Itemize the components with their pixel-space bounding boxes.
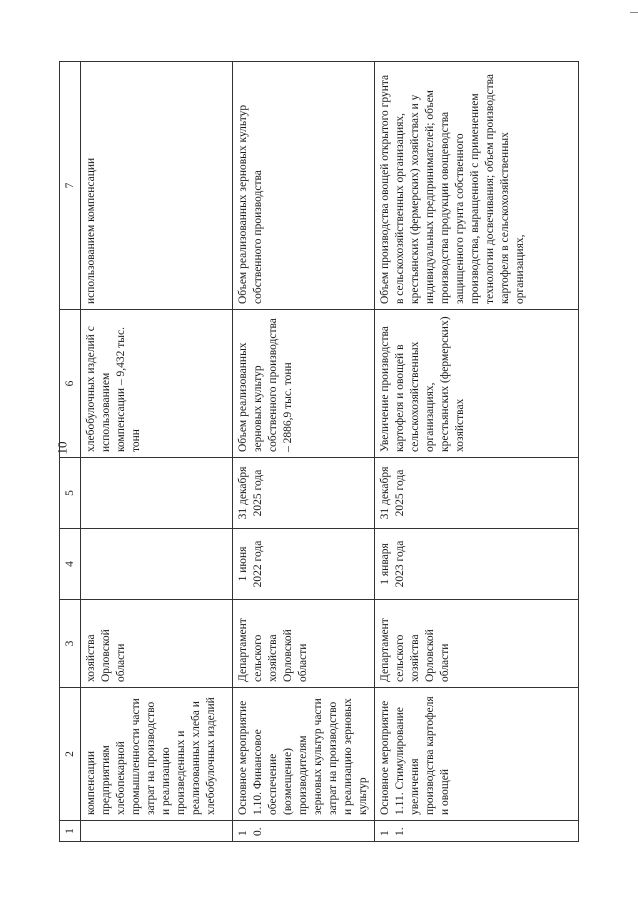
result-cell: Увеличение производства картофеля и овощей в сельскохозяйственных организациях, крестьянских (фермерских) хозяйствах bbox=[375, 310, 579, 458]
header-cell-7: 7 bbox=[60, 62, 81, 310]
table-row bbox=[233, 62, 375, 842]
start-date-cell bbox=[81, 529, 233, 600]
table-row bbox=[81, 62, 233, 842]
start-date-cell: 1 июня 2022 года bbox=[233, 529, 375, 600]
measures-table bbox=[59, 61, 579, 842]
rotated-page bbox=[59, 62, 579, 842]
header-cell-5: 5 bbox=[60, 458, 81, 529]
header-cell-1: 1 bbox=[60, 821, 81, 842]
event-cell: Основное мероприятие 1.10. Финансовое обеспечение (возмещение) производителям зерновых культур части затрат на производство и реализацию зерновых культур bbox=[233, 688, 375, 821]
event-cell: компенсации предприятиям хлебопекарной промышленности части затрат на производство и реализацию произведенных и реализованных хлеба и хлебобулочных изделий bbox=[81, 688, 233, 821]
row-number: 10. bbox=[233, 821, 375, 842]
corner-mark bbox=[630, 12, 638, 13]
table-row bbox=[375, 62, 579, 842]
header-cell-6: 6 bbox=[60, 310, 81, 458]
start-date-cell: 1 января 2023 года bbox=[375, 529, 579, 600]
header-cell-2: 2 bbox=[60, 688, 81, 821]
result-cell: хлебобулочных изделий с использованием компенсации – 9,432 тыс. тонн bbox=[81, 310, 233, 458]
executor-cell: Департамент сельского хозяйства Орловской области bbox=[375, 600, 579, 688]
row-number bbox=[81, 821, 233, 842]
result-cell: Объем реализованных зерновых культур собственного производства – 2886,9 тыс. тонн bbox=[233, 310, 375, 458]
header-cell-4: 4 bbox=[60, 529, 81, 600]
end-date-cell: 31 декабря 2025 года bbox=[233, 458, 375, 529]
indicator-cell: использованием компенсации bbox=[81, 62, 233, 310]
executor-cell: Департамент сельского хозяйства Орловской области bbox=[233, 600, 375, 688]
header-cell-3: 3 bbox=[60, 600, 81, 688]
row-number: 11. bbox=[375, 821, 579, 842]
executor-cell: хозяйства Орловской области bbox=[81, 600, 233, 688]
header-row bbox=[60, 62, 81, 842]
indicator-cell: Объем реализованных зерновых культур собственного производства bbox=[233, 62, 375, 310]
end-date-cell: 31 декабря 2025 года bbox=[375, 458, 579, 529]
page-number: 10 bbox=[54, 441, 70, 455]
indicator-cell: Объем производства овощей открытого грунта в сельскохозяйственных организациях, крестьянских (фермерских) хозяйствах и у индивидуальных предпринимателей; объем производства продукции овощеводства защищенного грунта собственного производства, выращенной с применением технологии досвечивания; объем производства картофеля в сельскохозяйственных организациях, bbox=[375, 62, 579, 310]
end-date-cell bbox=[81, 458, 233, 529]
event-cell: Основное мероприятие 1.11. Стимулирование увеличения производства картофеля и овощей bbox=[375, 688, 579, 821]
